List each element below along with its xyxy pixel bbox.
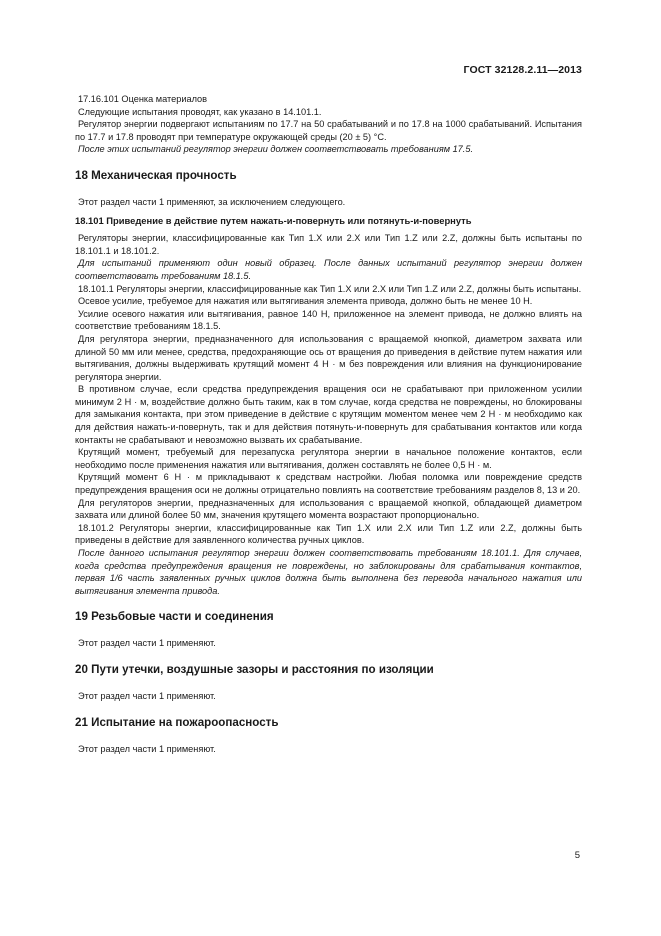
paragraph: Этот раздел части 1 применяют.	[78, 638, 216, 649]
section-heading-20: 20 Пути утечки, воздушные зазоры и расстояния по изоляции	[75, 662, 434, 676]
paragraph: Крутящий момент, требуемый для перезапуска регулятора энергии в начальное положение контактов, если необходимо после применения нажатия или вытягивания, должен составлять не более 0,5 Н · м.	[75, 447, 582, 470]
paragraph: Регуляторы энергии, классифицированные как Тип 1.X или 2.X или Тип 1.Z или 2.Z, должны быть испытаны по 18.101.1 и 18.101.2.	[75, 233, 582, 256]
italic-paragraph: После этих испытаний регулятор энергии должен соответствовать требованиям 17.5.	[78, 144, 474, 155]
document-header-id: ГОСТ 32128.2.11—2013	[463, 64, 582, 76]
italic-paragraph: Для испытаний применяют один новый образец. После данных испытаний регулятор энергии должен соответствовать требованиям 18.1.5.	[75, 258, 582, 281]
document-body	[75, 93, 582, 755]
paragraph: В противном случае, если средства предупреждения вращения оси не срабатывают при приложенном усилии минимум 2 Н · м, воздействие должно быть таким, как в том случае, когда средства не повреждены, но блокированы для замыкания контакта, при этом приведение в действие с крутящим моментом менее чем 2 Н · м необходимо как для действия нажать-и-повернуть, так и для действия потянуть-и-повернуть для срабатывания контактов или когда контакты не срабатывают и невозможно вызвать их срабатывание.	[75, 384, 582, 445]
paragraph: Следующие испытания проводят, как указано в 14.101.1.	[78, 106, 322, 117]
subsection-heading-18-101: 18.101 Приведение в действие путем нажать-и-повернуть или потянуть-и-повернуть	[75, 214, 472, 226]
page-number: 5	[574, 850, 580, 861]
paragraph: Для регулятора энергии, предназначенного для использования с вращаемой кнопкой, диаметром захвата или длиной 50 мм или менее, средства, предохраняющие ось от вращения до приведения в действие путем нажатия или вытягивания, должны выдерживать крутящий момент 4 Н · м без повреждения или влияния на функционирование регулятора энергии.	[75, 333, 582, 382]
paragraph: 18.101.2 Регуляторы энергии, классифицированные как Тип 1.X или 2.X или Тип 1.Z или 2.Z, должны быть приведены в действие для заявленного количества ручных циклов.	[75, 522, 582, 546]
paragraph: Усилие осевого нажатия или вытягивания, равное 140 Н, приложенное на элемент привода, не должно влиять на соответствие требованиям 18.1.5.	[75, 308, 582, 332]
italic-paragraph: После данного испытания регулятор энергии должен соответствовать требованиям 18.101.1. Для случаев, когда средства предупреждения вращения не повреждены, но заблокированы для срабатывания контактов, первая 1/6 часть заявленных ручных циклов должна быть выполнена без перевода начального нажатия или вытягивания элемента привода.	[75, 548, 582, 596]
paragraph: Этот раздел части 1 применяют, за исключением следующего.	[78, 196, 346, 207]
paragraph: 18.101.1 Регуляторы энергии, классифицированные как Тип 1.X или 2.X или Тип 1.Z или 2.Z, должны быть испытаны.	[78, 283, 582, 294]
paragraph: 17.16.101 Оценка материалов	[78, 94, 208, 104]
paragraph: Этот раздел части 1 применяют.	[78, 690, 216, 701]
section-heading-21: 21 Испытание на пожароопасность	[75, 715, 279, 729]
paragraph: Для регуляторов энергии, предназначенных для использования с вращаемой кнопкой, обладающей диаметром захвата или длиной более 50 мм, значения крутящего момента возрастают пропорционально.	[75, 497, 582, 521]
section-heading-19: 19 Резьбовые части и соединения	[75, 610, 274, 624]
paragraph: Осевое усилие, требуемое для нажатия или вытягивания элемента привода, должно быть не менее 10 Н.	[78, 296, 533, 307]
paragraph: Регулятор энергии подвергают испытаниям по 17.7 на 50 срабатываний и по 17.8 на 1000 срабатываний. Испытания по 17.7 и 17.8 проводят при температуре окружающей среды (20 ± 5) °С.	[75, 119, 582, 142]
paragraph: Крутящий момент 6 Н · м прикладывают к средствам настройки. Любая поломка или повреждение средств предупреждения вращения оси не должны отрицательно повлиять на соответствие требованиям разделов 8, 13 и 20.	[75, 472, 582, 496]
paragraph: Этот раздел части 1 применяют.	[78, 743, 216, 754]
section-heading-18: 18 Механическая прочность	[75, 168, 237, 182]
